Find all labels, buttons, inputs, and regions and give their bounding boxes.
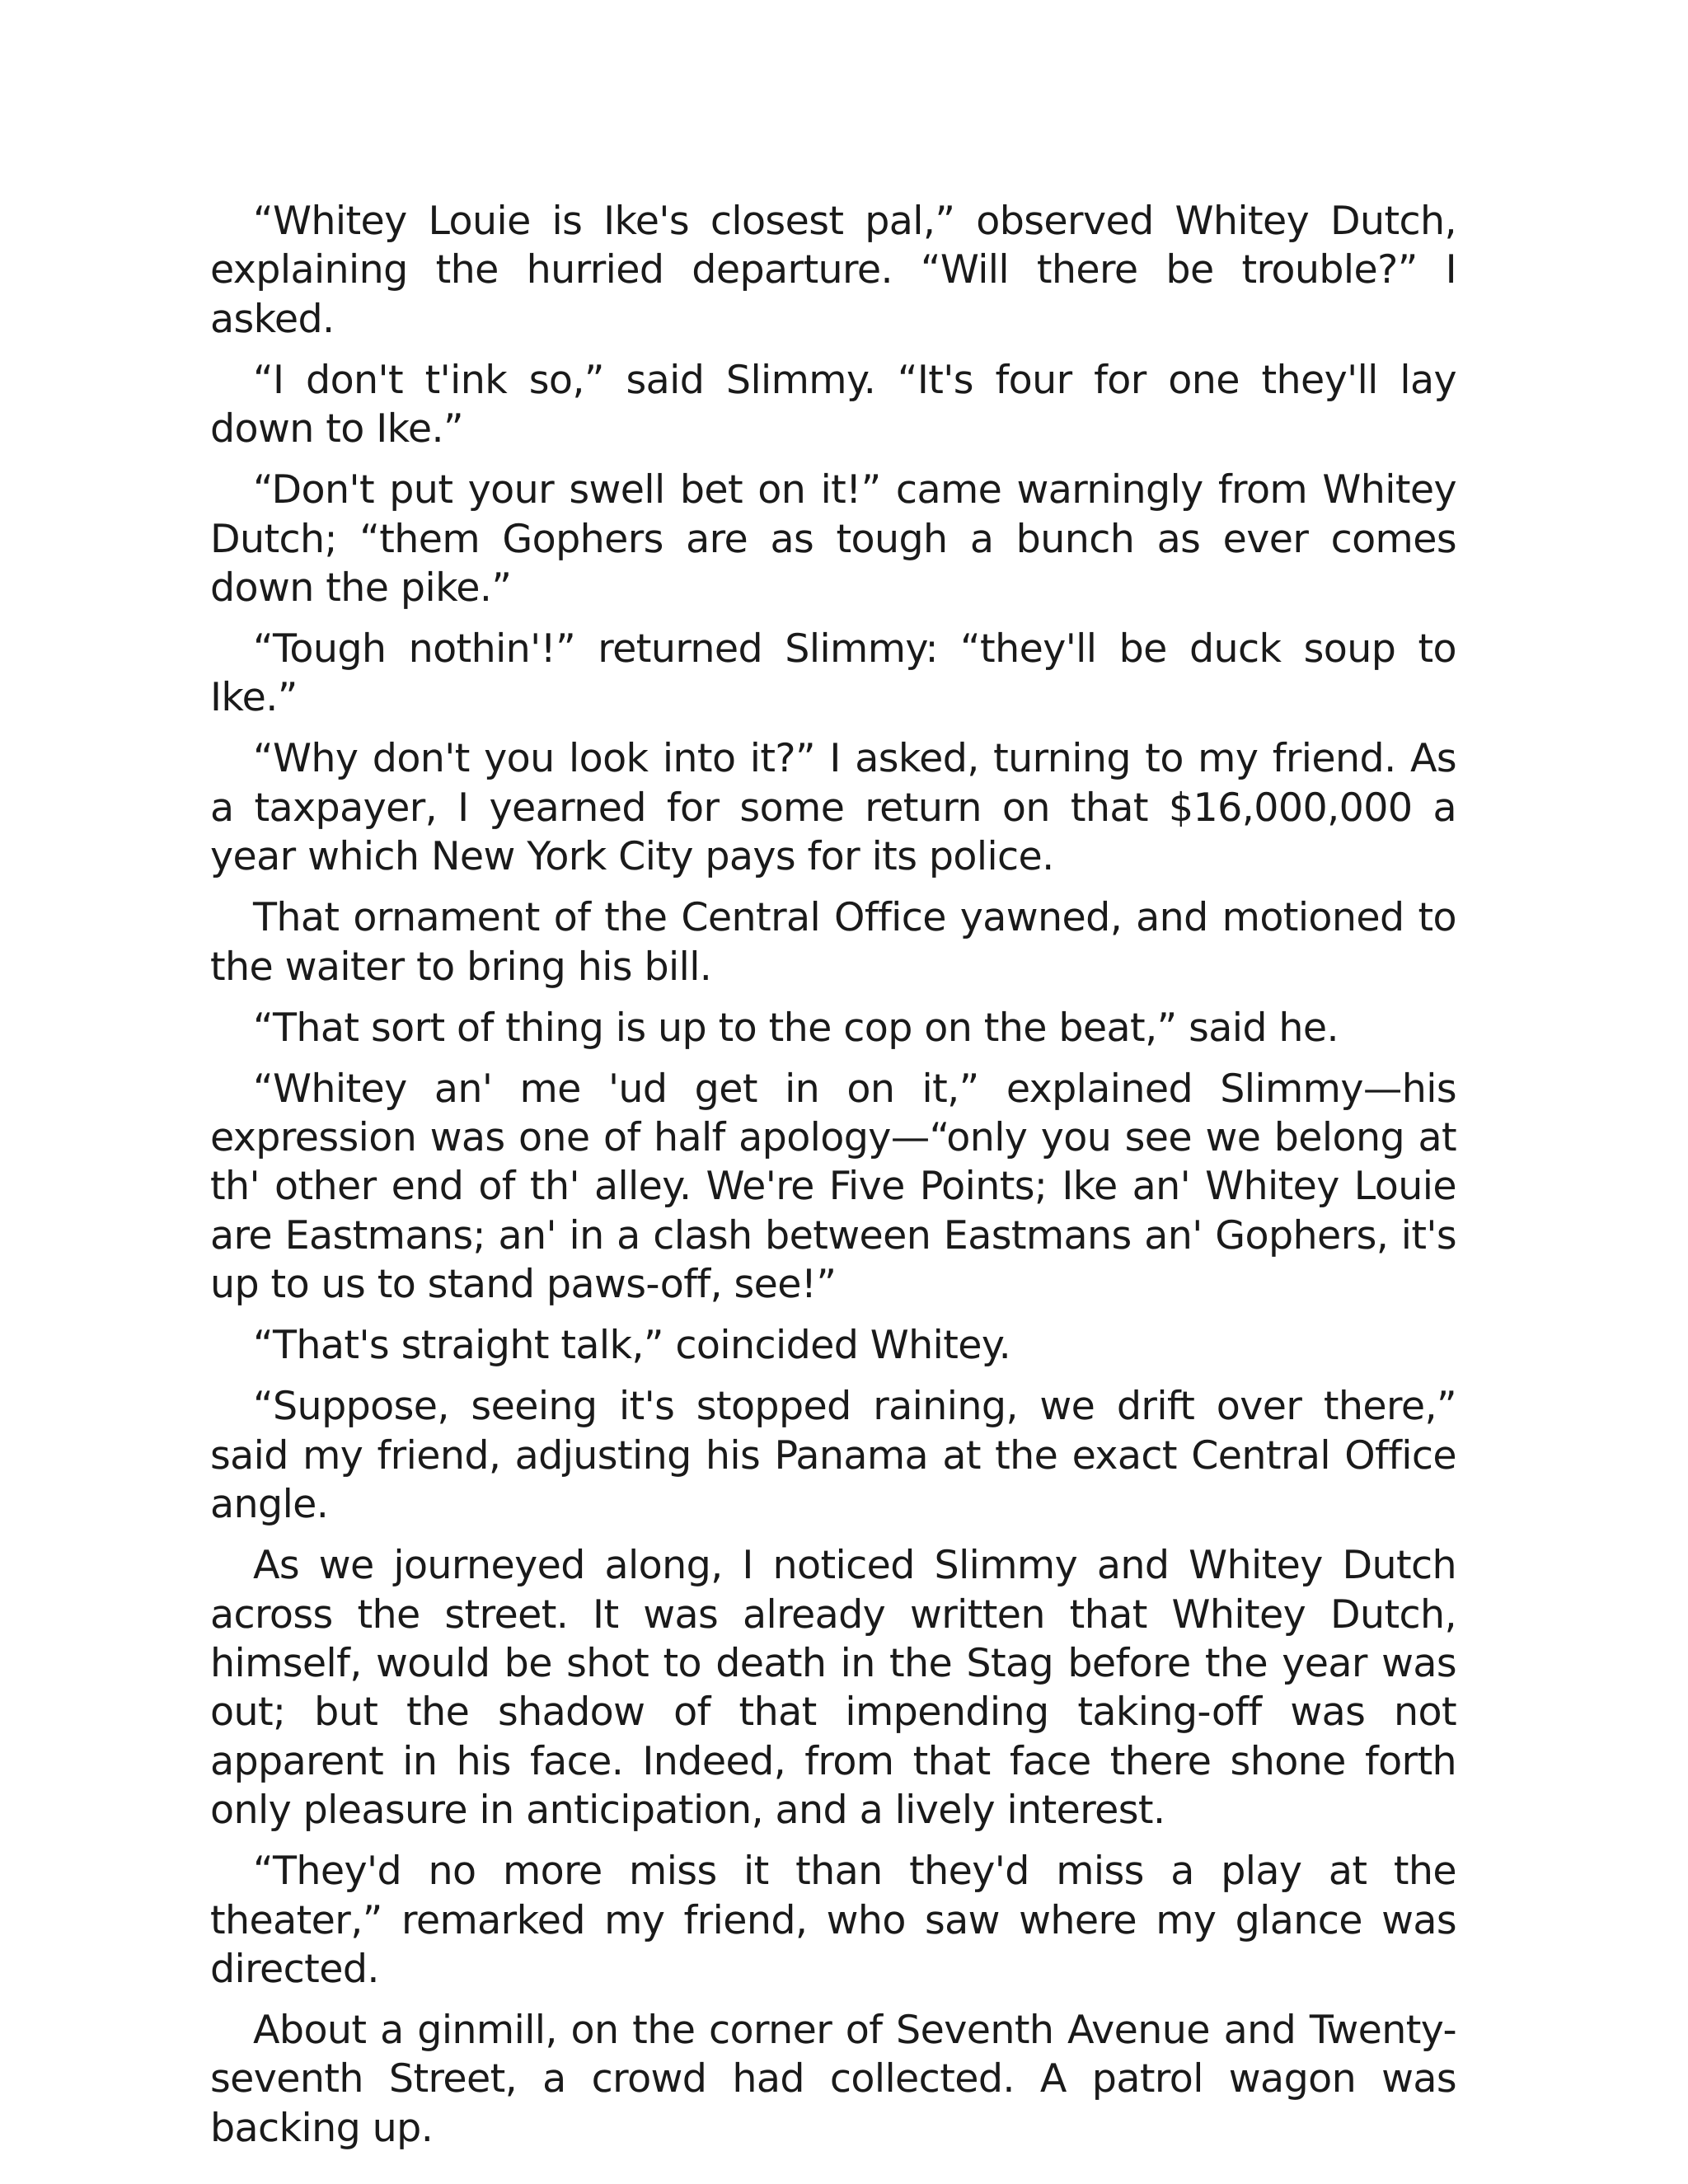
- paragraph-9: “That's straight talk,” coincided Whitey.: [253, 1323, 1011, 1369]
- paragraph-3: “Don't put your swell bet on it!” came warningly from Whitey Dutch; “them Gophers are as tough a bunch as ever comes down the pike.”: [210, 467, 1456, 612]
- paragraph-4: “Tough nothin'!” returned Slimmy: “they'll be duck soup to Ike.”: [210, 626, 1456, 721]
- paragraph-1: “Whitey Louie is Ike's closest pal,” observed Whitey Dutch, explaining the hurried departure. “Will there be trouble?” I asked.: [210, 199, 1456, 342]
- paragraph-6: That ornament of the Central Office yawned, and motioned to the waiter to bring his bill.: [210, 895, 1456, 990]
- paragraph-13: About a ginmill, on the corner of Seventh Avenue and Twenty-seventh Street, a crowd had collected. A patrol wagon was backing up.: [210, 2007, 1456, 2151]
- paragraph-2: “I don't t'ink so,” said Slimmy. “It's four for one they'll lay down to Ike.”: [210, 357, 1456, 452]
- paragraph-8: “Whitey an' me 'ud get in on it,” explained Slimmy—his expression was one of half apology—“only you see we belong at th' other end of th' alley. We're Five Points; Ike an' Whitey Louie are Eastmans; an' in a clash between Eastmans an' Gophers, it's up to us to stand paws-off, see!”: [210, 1066, 1456, 1308]
- paragraph-7: “That sort of thing is up to the cop on the beat,” said he.: [253, 1005, 1339, 1051]
- paragraph-5: “Why don't you look into it?” I asked, turning to my friend. As a taxpayer, I yearned for some return on that $16,000,000 a year which New York City pays for its police.: [210, 736, 1456, 880]
- paragraph-11: As we journeyed along, I noticed Slimmy and Whitey Dutch across the street. It was already written that Whitey Dutch, himself, would be shot to death in the Stag before the year was out; but the shadow of that impending taking-off was not apparent in his face. Indeed, from that face there shone forth only pleasure in anticipation, and a lively interest.: [210, 1543, 1456, 1834]
- paragraph-10: “Suppose, seeing it's stopped raining, we drift over there,” said my friend, adjusting his Panama at the exact Central Office angle.: [210, 1384, 1456, 1528]
- page-body: [210, 197, 1456, 2153]
- paragraph-12: “They'd no more miss it than they'd miss a play at the theater,” remarked my friend, who saw where my glance was directed.: [210, 1849, 1456, 1992]
